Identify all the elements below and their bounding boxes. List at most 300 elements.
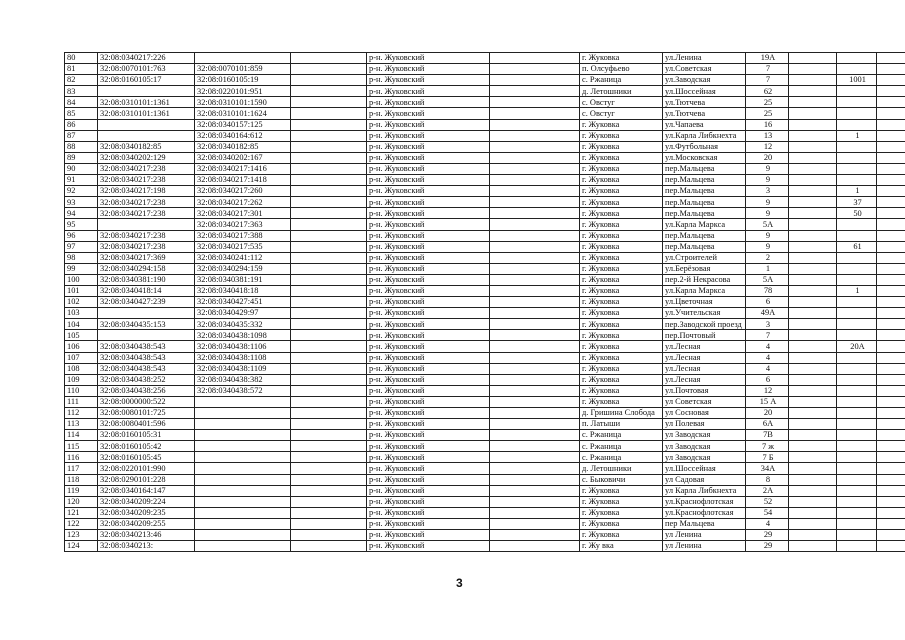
empty-cell	[877, 208, 905, 219]
locality-cell: г. Жуковка	[580, 341, 663, 352]
empty-cell	[877, 507, 905, 518]
cadastral-number-cell	[195, 419, 291, 430]
empty-cell	[789, 341, 837, 352]
empty-cell	[490, 541, 580, 552]
district-cell: р-н. Жуковский	[367, 197, 490, 208]
empty-cell	[877, 119, 905, 130]
cadastral-parent-cell: 32:08:0340217:238	[98, 208, 195, 219]
empty-cell	[291, 141, 367, 152]
apartment-cell	[837, 452, 877, 463]
apartment-cell: 37	[837, 197, 877, 208]
cadastral-parent-cell: 32:08:0340217:238	[98, 241, 195, 252]
cadastral-number-cell: 32:08:0340438:1098	[195, 330, 291, 341]
row-number-cell: 106	[65, 341, 98, 352]
apartment-cell	[837, 541, 877, 552]
table-row	[65, 163, 905, 174]
district-cell: р-н. Жуковский	[367, 485, 490, 496]
empty-cell	[789, 474, 837, 485]
row-number-cell: 91	[65, 175, 98, 186]
apartment-cell	[837, 97, 877, 108]
house-cell: 34А	[746, 463, 789, 474]
empty-cell	[291, 374, 367, 385]
apartment-cell	[837, 152, 877, 163]
street-cell: пер.Мальцева	[663, 186, 746, 197]
row-number-cell: 104	[65, 319, 98, 330]
empty-cell	[877, 64, 905, 75]
street-cell: ул Заводская	[663, 441, 746, 452]
empty-cell	[490, 119, 580, 130]
locality-cell: г. Жуковка	[580, 530, 663, 541]
empty-cell	[789, 419, 837, 430]
empty-cell	[789, 252, 837, 263]
district-cell: р-н. Жуковский	[367, 141, 490, 152]
cadastral-parent-cell: 32:08:0080101:725	[98, 408, 195, 419]
row-number-cell: 81	[65, 64, 98, 75]
street-cell: ул.Чапаева	[663, 119, 746, 130]
district-cell: р-н. Жуковский	[367, 285, 490, 296]
table-row	[65, 208, 905, 219]
table-row	[65, 75, 905, 86]
locality-cell: г. Жуковка	[580, 330, 663, 341]
locality-cell: г. Жуковка	[580, 263, 663, 274]
row-number-cell: 90	[65, 163, 98, 174]
street-cell: ул.Почтовая	[663, 385, 746, 396]
apartment-cell	[837, 230, 877, 241]
empty-cell	[877, 141, 905, 152]
apartment-cell	[837, 297, 877, 308]
table-row	[65, 374, 905, 385]
empty-cell	[877, 474, 905, 485]
cadastral-parent-cell: 32:08:0340217:369	[98, 252, 195, 263]
apartment-cell	[837, 374, 877, 385]
house-cell: 3	[746, 319, 789, 330]
empty-cell	[789, 541, 837, 552]
empty-cell	[291, 308, 367, 319]
cadastral-parent-cell: 32:08:0340217:238	[98, 175, 195, 186]
cadastral-parent-cell	[98, 308, 195, 319]
cadastral-number-cell: 32:08:0340438:382	[195, 374, 291, 385]
apartment-cell: 50	[837, 208, 877, 219]
house-cell: 62	[746, 86, 789, 97]
row-number-cell: 111	[65, 396, 98, 407]
cadastral-parent-cell: 32:08:0340182:85	[98, 141, 195, 152]
apartment-cell	[837, 64, 877, 75]
row-number-cell: 86	[65, 119, 98, 130]
empty-cell	[490, 108, 580, 119]
empty-cell	[490, 319, 580, 330]
empty-cell	[877, 186, 905, 197]
street-cell: ул.Ленина	[663, 53, 746, 64]
empty-cell	[291, 97, 367, 108]
house-cell: 1	[746, 263, 789, 274]
apartment-cell	[837, 408, 877, 419]
empty-cell	[291, 197, 367, 208]
empty-cell	[291, 263, 367, 274]
apartment-cell	[837, 419, 877, 430]
district-cell: р-н. Жуковский	[367, 341, 490, 352]
empty-cell	[490, 197, 580, 208]
apartment-cell	[837, 530, 877, 541]
empty-cell	[291, 230, 367, 241]
apartment-cell	[837, 330, 877, 341]
empty-cell	[877, 363, 905, 374]
row-number-cell: 113	[65, 419, 98, 430]
empty-cell	[877, 485, 905, 496]
cadastral-number-cell	[195, 452, 291, 463]
district-cell: р-н. Жуковский	[367, 463, 490, 474]
row-number-cell: 80	[65, 53, 98, 64]
empty-cell	[877, 297, 905, 308]
empty-cell	[789, 330, 837, 341]
apartment-cell	[837, 53, 877, 64]
house-cell: 2А	[746, 485, 789, 496]
cadastral-number-cell: 32:08:0340217:388	[195, 230, 291, 241]
empty-cell	[877, 352, 905, 363]
street-cell: ул Ленина	[663, 541, 746, 552]
empty-cell	[490, 252, 580, 263]
cadastral-number-cell: 32:08:0340217:262	[195, 197, 291, 208]
apartment-cell	[837, 474, 877, 485]
locality-cell: д. Летошники	[580, 463, 663, 474]
house-cell: 49А	[746, 308, 789, 319]
locality-cell: г. Жуковка	[580, 274, 663, 285]
empty-cell	[490, 330, 580, 341]
apartment-cell	[837, 108, 877, 119]
locality-cell: г. Жуковка	[580, 219, 663, 230]
cadastral-number-cell: 32:08:0340438:572	[195, 385, 291, 396]
district-cell: р-н. Жуковский	[367, 75, 490, 86]
row-number-cell: 96	[65, 230, 98, 241]
empty-cell	[877, 219, 905, 230]
locality-cell: г. Жу вка	[580, 541, 663, 552]
empty-cell	[490, 219, 580, 230]
house-cell: 12	[746, 385, 789, 396]
cadastral-parent-cell: 32:08:0340217:226	[98, 53, 195, 64]
empty-cell	[877, 241, 905, 252]
apartment-cell	[837, 463, 877, 474]
row-number-cell: 121	[65, 507, 98, 518]
empty-cell	[877, 441, 905, 452]
empty-cell	[291, 352, 367, 363]
locality-cell: г. Жуковка	[580, 141, 663, 152]
street-cell: ул.Тютчева	[663, 108, 746, 119]
table-row	[65, 485, 905, 496]
empty-cell	[490, 485, 580, 496]
cadastral-parent-cell: 32:08:0340381:190	[98, 274, 195, 285]
table-row	[65, 363, 905, 374]
table-row	[65, 541, 905, 552]
empty-cell	[291, 441, 367, 452]
house-cell: 5А	[746, 219, 789, 230]
table-row	[65, 230, 905, 241]
house-cell: 7	[746, 75, 789, 86]
apartment-cell	[837, 352, 877, 363]
empty-cell	[789, 285, 837, 296]
district-cell: р-н. Жуковский	[367, 230, 490, 241]
locality-cell: г. Жуковка	[580, 352, 663, 363]
empty-cell	[490, 297, 580, 308]
district-cell: р-н. Жуковский	[367, 53, 490, 64]
table-row	[65, 330, 905, 341]
cadastral-parent-cell: 32:08:0340294:158	[98, 263, 195, 274]
empty-cell	[490, 263, 580, 274]
empty-cell	[291, 408, 367, 419]
apartment-cell	[837, 141, 877, 152]
cadastral-parent-cell: 32:08:0070101:763	[98, 64, 195, 75]
street-cell: пер.Мальцева	[663, 230, 746, 241]
street-cell: ул Советская	[663, 396, 746, 407]
house-cell: 9	[746, 208, 789, 219]
table-row	[65, 530, 905, 541]
district-cell: р-н. Жуковский	[367, 152, 490, 163]
apartment-cell	[837, 518, 877, 529]
empty-cell	[789, 274, 837, 285]
empty-cell	[291, 341, 367, 352]
row-number-cell: 112	[65, 408, 98, 419]
district-cell: р-н. Жуковский	[367, 408, 490, 419]
empty-cell	[789, 518, 837, 529]
empty-cell	[490, 285, 580, 296]
row-number-cell: 95	[65, 219, 98, 230]
empty-cell	[490, 474, 580, 485]
street-cell: ул Полевая	[663, 419, 746, 430]
table-row	[65, 152, 905, 163]
table-row	[65, 252, 905, 263]
empty-cell	[789, 485, 837, 496]
house-cell: 6А	[746, 419, 789, 430]
empty-cell	[490, 64, 580, 75]
street-cell: ул.Лесная	[663, 341, 746, 352]
locality-cell: г. Жуковка	[580, 297, 663, 308]
empty-cell	[490, 230, 580, 241]
cadastral-number-cell: 32:08:0340438:1106	[195, 341, 291, 352]
district-cell: р-н. Жуковский	[367, 541, 490, 552]
table-row	[65, 341, 905, 352]
table-row	[65, 141, 905, 152]
district-cell: р-н. Жуковский	[367, 263, 490, 274]
street-cell: пер.Почтовый	[663, 330, 746, 341]
district-cell: р-н. Жуковский	[367, 219, 490, 230]
empty-cell	[877, 152, 905, 163]
cadastral-number-cell: 32:08:0340217:260	[195, 186, 291, 197]
table-row	[65, 263, 905, 274]
empty-cell	[789, 130, 837, 141]
house-cell: 9	[746, 175, 789, 186]
row-number-cell: 119	[65, 485, 98, 496]
empty-cell	[789, 75, 837, 86]
table-row	[65, 430, 905, 441]
district-cell: р-н. Жуковский	[367, 507, 490, 518]
empty-cell	[291, 485, 367, 496]
apartment-cell	[837, 274, 877, 285]
street-cell: ул Ленина	[663, 530, 746, 541]
apartment-cell: 1001	[837, 75, 877, 86]
empty-cell	[490, 496, 580, 507]
apartment-cell: 1	[837, 285, 877, 296]
district-cell: р-н. Жуковский	[367, 518, 490, 529]
row-number-cell: 88	[65, 141, 98, 152]
district-cell: р-н. Жуковский	[367, 363, 490, 374]
locality-cell: г. Жуковка	[580, 53, 663, 64]
street-cell: ул.Тютчева	[663, 97, 746, 108]
row-number-cell: 82	[65, 75, 98, 86]
house-cell: 29	[746, 541, 789, 552]
district-cell: р-н. Жуковский	[367, 396, 490, 407]
empty-cell	[291, 163, 367, 174]
cadastral-parent-cell: 32:08:0340217:198	[98, 186, 195, 197]
district-cell: р-н. Жуковский	[367, 130, 490, 141]
row-number-cell: 94	[65, 208, 98, 219]
house-cell: 7В	[746, 430, 789, 441]
row-number-cell: 92	[65, 186, 98, 197]
table-row	[65, 119, 905, 130]
empty-cell	[877, 108, 905, 119]
cadastral-number-cell	[195, 507, 291, 518]
table-row	[65, 319, 905, 330]
empty-cell	[877, 319, 905, 330]
row-number-cell: 105	[65, 330, 98, 341]
row-number-cell: 114	[65, 430, 98, 441]
locality-cell: г. Жуковка	[580, 197, 663, 208]
cadastral-parent-cell: 32:08:0340438:256	[98, 385, 195, 396]
empty-cell	[877, 230, 905, 241]
row-number-cell: 99	[65, 263, 98, 274]
cadastral-number-cell: 32:08:0310101:1590	[195, 97, 291, 108]
table-row	[65, 274, 905, 285]
street-cell: ул.Шоссейная	[663, 86, 746, 97]
cadastral-number-cell	[195, 485, 291, 496]
table-row	[65, 285, 905, 296]
empty-cell	[877, 419, 905, 430]
row-number-cell: 120	[65, 496, 98, 507]
cadastral-number-cell: 32:08:0340418:18	[195, 285, 291, 296]
street-cell: ул Садовая	[663, 474, 746, 485]
empty-cell	[490, 86, 580, 97]
locality-cell: с. Ржаница	[580, 452, 663, 463]
row-number-cell: 84	[65, 97, 98, 108]
empty-cell	[291, 285, 367, 296]
cadastral-parent-cell: 32:08:0160105:42	[98, 441, 195, 452]
empty-cell	[877, 330, 905, 341]
cadastral-number-cell: 32:08:0340435:332	[195, 319, 291, 330]
empty-cell	[291, 108, 367, 119]
street-cell: ул Сосновая	[663, 408, 746, 419]
empty-cell	[490, 452, 580, 463]
empty-cell	[789, 408, 837, 419]
district-cell: р-н. Жуковский	[367, 430, 490, 441]
street-cell: ул.Московская	[663, 152, 746, 163]
empty-cell	[291, 496, 367, 507]
empty-cell	[877, 530, 905, 541]
cadastral-parent-cell: 32:08:0340438:543	[98, 352, 195, 363]
row-number-cell: 87	[65, 130, 98, 141]
cadastral-parent-cell	[98, 219, 195, 230]
cadastral-parent-cell	[98, 130, 195, 141]
house-cell: 20	[746, 152, 789, 163]
table-row	[65, 186, 905, 197]
apartment-cell: 1	[837, 186, 877, 197]
empty-cell	[877, 452, 905, 463]
empty-cell	[490, 75, 580, 86]
cadastral-number-cell: 32:08:0160105:19	[195, 75, 291, 86]
cadastral-parent-cell	[98, 86, 195, 97]
cadastral-parent-cell: 32:08:0310101:1361	[98, 108, 195, 119]
cadastral-number-cell: 32:08:0340164:612	[195, 130, 291, 141]
empty-cell	[877, 463, 905, 474]
locality-cell: п. Олсуфьево	[580, 64, 663, 75]
street-cell: пер Мальцева	[663, 518, 746, 529]
table-row	[65, 518, 905, 529]
locality-cell: г. Жуковка	[580, 485, 663, 496]
street-cell: пер.Мальцева	[663, 175, 746, 186]
district-cell: р-н. Жуковский	[367, 319, 490, 330]
cadastral-number-cell	[195, 518, 291, 529]
empty-cell	[877, 430, 905, 441]
table-row	[65, 297, 905, 308]
row-number-cell: 98	[65, 252, 98, 263]
empty-cell	[291, 152, 367, 163]
cadastral-parent-cell: 32:08:0220101:990	[98, 463, 195, 474]
empty-cell	[789, 230, 837, 241]
apartment-cell	[837, 507, 877, 518]
street-cell: ул.Заводская	[663, 75, 746, 86]
locality-cell: г. Жуковка	[580, 496, 663, 507]
cadastral-parent-cell: 32:08:0340438:543	[98, 341, 195, 352]
empty-cell	[789, 86, 837, 97]
district-cell: р-н. Жуковский	[367, 441, 490, 452]
street-cell: ул.Карла Маркса	[663, 285, 746, 296]
cadastral-parent-cell: 32:08:0340217:238	[98, 230, 195, 241]
house-cell: 19А	[746, 53, 789, 64]
street-cell: ул.Карла Маркса	[663, 219, 746, 230]
empty-cell	[490, 163, 580, 174]
apartment-cell	[837, 86, 877, 97]
row-number-cell: 110	[65, 385, 98, 396]
locality-cell: г. Жуковка	[580, 285, 663, 296]
empty-cell	[789, 197, 837, 208]
house-cell: 4	[746, 518, 789, 529]
cadastral-number-cell: 32:08:0340381:191	[195, 274, 291, 285]
locality-cell: г. Жуковка	[580, 385, 663, 396]
apartment-cell	[837, 319, 877, 330]
row-number-cell: 89	[65, 152, 98, 163]
locality-cell: г. Жуковка	[580, 363, 663, 374]
empty-cell	[877, 541, 905, 552]
empty-cell	[789, 53, 837, 64]
table-body	[65, 53, 905, 552]
empty-cell	[291, 75, 367, 86]
row-number-cell: 123	[65, 530, 98, 541]
apartment-cell	[837, 175, 877, 186]
locality-cell: г. Жуковка	[580, 396, 663, 407]
empty-cell	[490, 518, 580, 529]
cadastral-number-cell	[195, 541, 291, 552]
cadastral-parent-cell: 32:08:0000000:522	[98, 396, 195, 407]
district-cell: р-н. Жуковский	[367, 274, 490, 285]
empty-cell	[490, 441, 580, 452]
empty-cell	[490, 352, 580, 363]
house-cell: 7	[746, 64, 789, 75]
district-cell: р-н. Жуковский	[367, 175, 490, 186]
apartment-cell: 61	[837, 241, 877, 252]
locality-cell: г. Жуковка	[580, 230, 663, 241]
house-cell: 16	[746, 119, 789, 130]
empty-cell	[877, 274, 905, 285]
district-cell: р-н. Жуковский	[367, 419, 490, 430]
empty-cell	[789, 241, 837, 252]
table-row	[65, 419, 905, 430]
empty-cell	[490, 208, 580, 219]
